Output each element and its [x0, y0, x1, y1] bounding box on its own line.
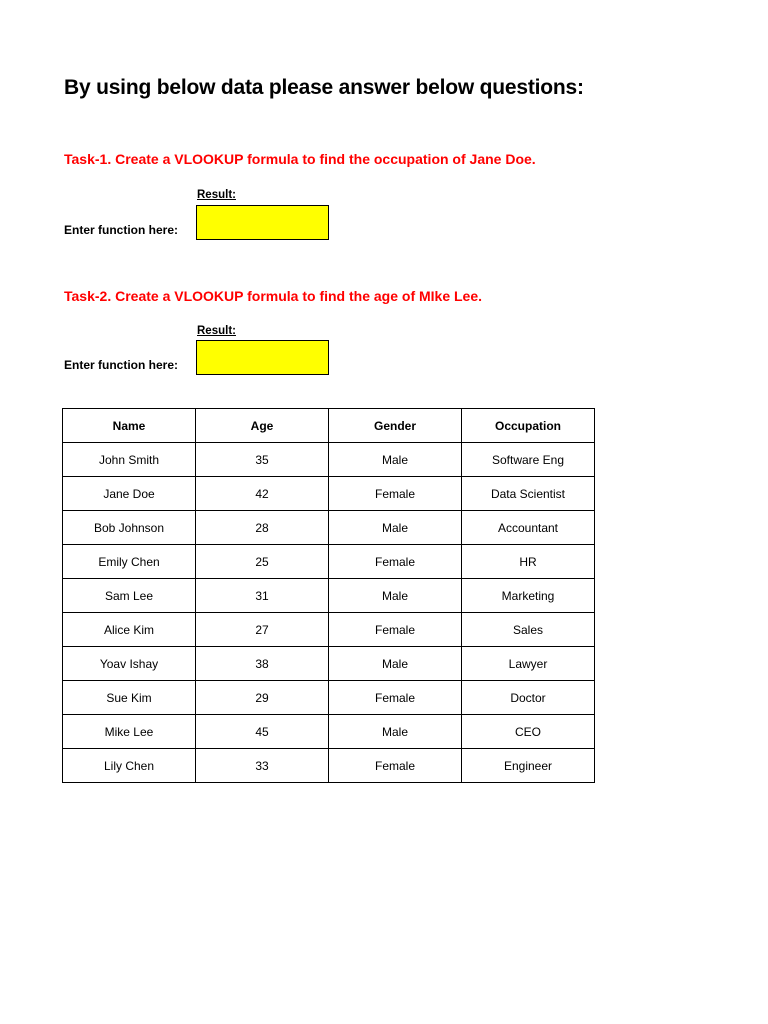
- task-1-enter-function-label: Enter function here:: [64, 223, 179, 237]
- cell-gender[interactable]: Male: [329, 443, 462, 477]
- table-row: [63, 545, 595, 579]
- table-row: [63, 511, 595, 545]
- cell-gender[interactable]: Male: [329, 579, 462, 613]
- page-heading: By using below data please answer below questions:: [64, 76, 584, 99]
- cell-occupation[interactable]: Doctor: [462, 681, 595, 715]
- cell-gender[interactable]: Male: [329, 647, 462, 681]
- cell-name[interactable]: Sue Kim: [63, 681, 196, 715]
- cell-name[interactable]: Jane Doe: [63, 477, 196, 511]
- cell-occupation[interactable]: HR: [462, 545, 595, 579]
- cell-age[interactable]: 35: [196, 443, 329, 477]
- table-row: [63, 477, 595, 511]
- table-row: [63, 749, 595, 783]
- cell-occupation[interactable]: CEO: [462, 715, 595, 749]
- cell-occupation[interactable]: Sales: [462, 613, 595, 647]
- header-occupation: Occupation: [462, 409, 595, 443]
- cell-gender[interactable]: Male: [329, 715, 462, 749]
- cell-gender[interactable]: Female: [329, 681, 462, 715]
- cell-gender[interactable]: Female: [329, 477, 462, 511]
- cell-age[interactable]: 33: [196, 749, 329, 783]
- cell-age[interactable]: 25: [196, 545, 329, 579]
- table-row: [63, 613, 595, 647]
- cell-gender[interactable]: Female: [329, 613, 462, 647]
- cell-name[interactable]: Bob Johnson: [63, 511, 196, 545]
- task-2-result-label: Result:: [197, 325, 236, 337]
- table-row: [63, 579, 595, 613]
- cell-name[interactable]: Alice Kim: [63, 613, 196, 647]
- cell-name[interactable]: Lily Chen: [63, 749, 196, 783]
- table-row: [63, 443, 595, 477]
- task-1-result-cell[interactable]: [196, 205, 329, 240]
- task-2-enter-function-label: Enter function here:: [64, 358, 179, 372]
- cell-age[interactable]: 31: [196, 579, 329, 613]
- header-age: Age: [196, 409, 329, 443]
- task-1-result-label: Result:: [197, 189, 236, 201]
- table-row: [63, 715, 595, 749]
- cell-age[interactable]: 27: [196, 613, 329, 647]
- header-name: Name: [63, 409, 196, 443]
- task-1-title: Task-1. Create a VLOOKUP formula to find the occupation of Jane Doe.: [64, 151, 536, 167]
- cell-occupation[interactable]: Software Eng: [462, 443, 595, 477]
- cell-name[interactable]: Sam Lee: [63, 579, 196, 613]
- cell-occupation[interactable]: Marketing: [462, 579, 595, 613]
- cell-age[interactable]: 28: [196, 511, 329, 545]
- task-2-result-cell[interactable]: [196, 340, 329, 375]
- employee-data-table: [62, 408, 595, 783]
- cell-name[interactable]: Emily Chen: [63, 545, 196, 579]
- cell-gender[interactable]: Female: [329, 545, 462, 579]
- cell-gender[interactable]: Male: [329, 511, 462, 545]
- cell-age[interactable]: 45: [196, 715, 329, 749]
- cell-occupation[interactable]: Data Scientist: [462, 477, 595, 511]
- header-gender: Gender: [329, 409, 462, 443]
- cell-age[interactable]: 29: [196, 681, 329, 715]
- table-row: [63, 647, 595, 681]
- table-header-row: [63, 409, 595, 443]
- cell-gender[interactable]: Female: [329, 749, 462, 783]
- cell-name[interactable]: John Smith: [63, 443, 196, 477]
- cell-name[interactable]: Yoav Ishay: [63, 647, 196, 681]
- cell-age[interactable]: 42: [196, 477, 329, 511]
- cell-age[interactable]: 38: [196, 647, 329, 681]
- table-row: [63, 681, 595, 715]
- task-2-title: Task-2. Create a VLOOKUP formula to find the age of MIke Lee.: [64, 288, 483, 304]
- cell-name[interactable]: Mike Lee: [63, 715, 196, 749]
- cell-occupation[interactable]: Accountant: [462, 511, 595, 545]
- cell-occupation[interactable]: Lawyer: [462, 647, 595, 681]
- cell-occupation[interactable]: Engineer: [462, 749, 595, 783]
